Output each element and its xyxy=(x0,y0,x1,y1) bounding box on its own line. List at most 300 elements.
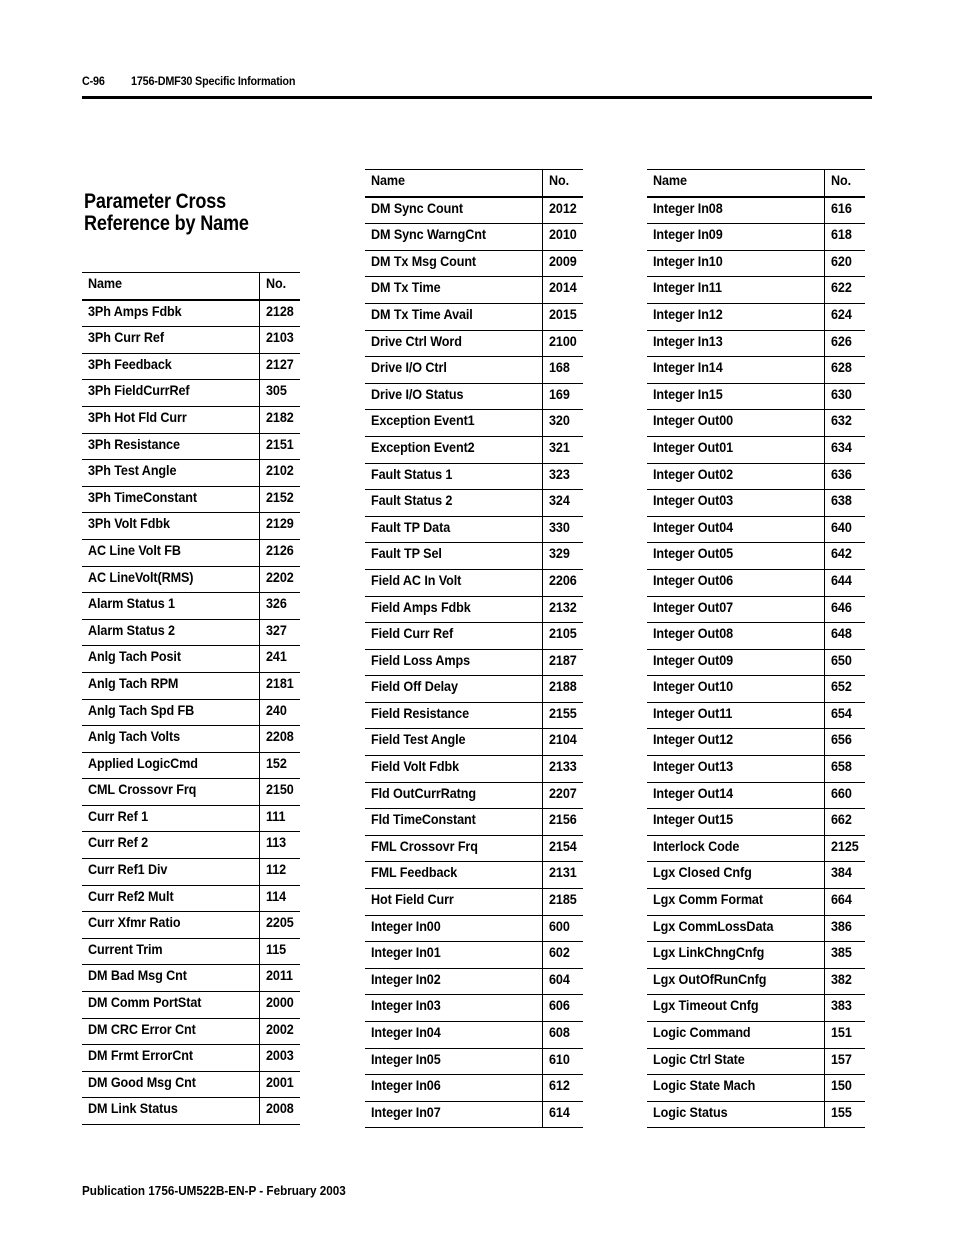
table-row xyxy=(647,756,865,783)
header-rule xyxy=(82,96,872,99)
parameter-number-cell xyxy=(825,756,865,783)
table-row xyxy=(365,250,583,277)
parameter-name-cell xyxy=(82,965,260,992)
parameter-name-cell xyxy=(82,805,260,832)
table-row xyxy=(82,486,300,513)
parameter-name-cell-text: Drive I/O Status xyxy=(371,385,464,402)
parameter-name-cell xyxy=(647,357,825,384)
parameter-name-cell-text: 3Ph Amps Fdbk xyxy=(88,302,182,319)
parameter-name-cell xyxy=(647,995,825,1022)
parameter-number-cell-text: 2181 xyxy=(266,674,294,691)
table-row xyxy=(647,1101,865,1128)
parameter-number-cell xyxy=(543,463,583,490)
parameter-number-cell-text: 610 xyxy=(549,1050,571,1067)
table-row xyxy=(82,1071,300,1098)
table-row xyxy=(82,460,300,487)
parameter-number-cell-text: 602 xyxy=(549,944,571,961)
table-row xyxy=(82,513,300,540)
cross-reference-table-1 xyxy=(82,272,300,1125)
parameter-name-cell xyxy=(82,646,260,673)
parameter-number-cell xyxy=(825,516,865,543)
table-row xyxy=(365,516,583,543)
table-row xyxy=(365,676,583,703)
parameter-name-cell xyxy=(647,835,825,862)
parameter-name-cell-text: Lgx LinkChngCnfg xyxy=(653,944,765,961)
column-header-name xyxy=(365,170,543,197)
parameter-number-cell-text: 2202 xyxy=(266,568,294,585)
parameter-number-cell-text: 2133 xyxy=(549,758,577,775)
parameter-number-cell xyxy=(260,885,300,912)
parameter-name-cell-text: Integer In10 xyxy=(653,252,723,269)
table-row xyxy=(82,832,300,859)
table-row xyxy=(647,676,865,703)
table-row xyxy=(82,566,300,593)
parameter-name-cell xyxy=(365,623,543,650)
parameter-name-cell-text: AC Line Volt FB xyxy=(88,541,181,558)
parameter-name-cell xyxy=(647,1101,825,1128)
table-row xyxy=(647,330,865,357)
parameter-number-cell xyxy=(825,410,865,437)
parameter-name-cell-text: Integer Out15 xyxy=(653,811,734,828)
parameter-name-cell xyxy=(647,463,825,490)
parameter-name-cell xyxy=(365,862,543,889)
parameter-name-cell xyxy=(82,938,260,965)
parameter-name-cell-text: Fault TP Data xyxy=(371,518,451,535)
parameter-name-cell xyxy=(365,782,543,809)
parameter-number-cell xyxy=(825,729,865,756)
parameter-name-cell xyxy=(647,250,825,277)
parameter-number-cell-text: 241 xyxy=(266,648,288,665)
parameter-number-cell xyxy=(825,330,865,357)
parameter-name-cell xyxy=(647,197,825,224)
parameter-name-cell-text: Fld TimeConstant xyxy=(371,811,476,828)
parameter-number-cell-text: 305 xyxy=(266,382,288,399)
parameter-name-cell-text: Alarm Status 1 xyxy=(88,595,175,612)
parameter-name-cell xyxy=(647,756,825,783)
parameter-number-cell xyxy=(825,889,865,916)
parameter-name-cell-text: 3Ph Feedback xyxy=(88,355,172,372)
parameter-name-cell-text: Exception Event2 xyxy=(371,438,475,455)
table-row xyxy=(365,649,583,676)
parameter-number-cell-text: 2015 xyxy=(549,305,577,322)
parameter-name-cell-text: Fault Status 2 xyxy=(371,492,453,509)
parameter-number-cell xyxy=(260,460,300,487)
parameter-number-cell xyxy=(825,463,865,490)
parameter-number-cell xyxy=(543,1075,583,1102)
parameter-name-cell-text: 3Ph FieldCurrRef xyxy=(88,382,190,399)
parameter-name-cell-text: Integer Out08 xyxy=(653,625,734,642)
parameter-number-cell xyxy=(825,623,865,650)
parameter-number-cell-text: 2207 xyxy=(549,784,577,801)
parameter-number-cell-text: 2105 xyxy=(549,625,577,642)
parameter-name-cell-text: Integer Out04 xyxy=(653,518,734,535)
parameter-name-cell xyxy=(647,569,825,596)
parameter-name-cell-text: Anlg Tach RPM xyxy=(88,674,179,691)
column-header-name-text: Name xyxy=(371,172,405,188)
parameter-name-cell xyxy=(82,885,260,912)
parameter-name-cell-text: Integer In15 xyxy=(653,385,723,402)
parameter-name-cell xyxy=(647,330,825,357)
parameter-number-cell-text: 604 xyxy=(549,970,571,987)
parameter-name-cell xyxy=(647,516,825,543)
parameter-number-cell xyxy=(543,490,583,517)
column-header-name xyxy=(647,170,825,197)
parameter-name-cell xyxy=(82,1018,260,1045)
parameter-number-cell xyxy=(260,726,300,753)
parameter-number-cell-text: 2014 xyxy=(549,279,577,296)
parameter-number-cell-text: 656 xyxy=(831,731,853,748)
parameter-name-cell-text: Exception Event1 xyxy=(371,412,475,429)
table-row xyxy=(365,490,583,517)
parameter-name-cell xyxy=(647,303,825,330)
table-row xyxy=(82,380,300,407)
parameter-number-cell xyxy=(825,383,865,410)
parameter-number-cell xyxy=(825,303,865,330)
parameter-name-cell-text: Logic State Mach xyxy=(653,1077,756,1094)
parameter-number-cell xyxy=(825,357,865,384)
parameter-number-cell xyxy=(260,646,300,673)
parameter-number-cell xyxy=(543,809,583,836)
publication-footer: Publication 1756-UM522B-EN-P - February 2003 xyxy=(82,1183,346,1198)
parameter-number-cell xyxy=(543,357,583,384)
parameter-name-cell-text: Field Resistance xyxy=(371,704,470,721)
table-row xyxy=(365,410,583,437)
parameter-number-cell xyxy=(543,1022,583,1049)
parameter-number-cell-text: 2000 xyxy=(266,994,294,1011)
parameter-number-cell-text: 2128 xyxy=(266,302,294,319)
table-row xyxy=(82,1018,300,1045)
parameter-name-cell xyxy=(647,623,825,650)
parameter-name-cell-text: Integer In06 xyxy=(371,1077,441,1094)
parameter-number-cell-text: 329 xyxy=(549,545,571,562)
table-row xyxy=(647,463,865,490)
parameter-name-cell xyxy=(647,729,825,756)
parameter-number-cell xyxy=(825,1101,865,1128)
parameter-name-cell-text: Field Volt Fdbk xyxy=(371,758,460,775)
parameter-number-cell-text: 2125 xyxy=(831,837,859,854)
parameter-name-cell-text: Hot Field Curr xyxy=(371,891,454,908)
parameter-number-cell-text: 169 xyxy=(549,385,571,402)
table-row xyxy=(365,623,583,650)
table-header-row xyxy=(647,170,865,197)
parameter-number-cell-text: 608 xyxy=(549,1024,571,1040)
table-row xyxy=(365,357,583,384)
parameter-name-cell xyxy=(365,649,543,676)
parameter-number-cell xyxy=(260,805,300,832)
parameter-number-cell xyxy=(825,250,865,277)
parameter-name-cell xyxy=(365,277,543,304)
parameter-name-cell-text: Integer Out00 xyxy=(653,412,734,429)
parameter-number-cell-text: 168 xyxy=(549,359,571,376)
table-row xyxy=(647,649,865,676)
table-row xyxy=(647,809,865,836)
parameter-name-cell-text: Interlock Code xyxy=(653,837,740,854)
table-row xyxy=(647,942,865,969)
parameter-name-cell xyxy=(647,1075,825,1102)
parameter-name-cell xyxy=(647,862,825,889)
table-row xyxy=(647,782,865,809)
parameter-number-cell-text: 614 xyxy=(549,1103,571,1120)
parameter-number-cell-text: 2208 xyxy=(266,728,294,745)
table-row xyxy=(365,224,583,251)
parameter-name-cell-text: Current Trim xyxy=(88,940,163,957)
parameter-number-cell-text: 2012 xyxy=(549,199,577,216)
parameter-number-cell xyxy=(543,915,583,942)
parameter-number-cell-text: 385 xyxy=(831,944,853,961)
section-title: Parameter Cross Reference by Name xyxy=(84,190,249,235)
table-row xyxy=(82,327,300,354)
parameter-name-cell-text: 3Ph Curr Ref xyxy=(88,329,164,346)
table-row xyxy=(365,1075,583,1102)
parameter-number-cell-text: 628 xyxy=(831,359,853,376)
parameter-number-cell-text: 2126 xyxy=(266,541,294,558)
parameter-name-cell xyxy=(82,513,260,540)
parameter-name-cell xyxy=(365,410,543,437)
parameter-number-cell xyxy=(260,566,300,593)
table-row xyxy=(82,672,300,699)
parameter-name-cell-text: Integer In09 xyxy=(653,226,723,243)
parameter-number-cell xyxy=(825,224,865,251)
parameter-name-cell-text: DM Good Msg Cnt xyxy=(88,1073,196,1090)
parameter-name-cell-text: 3Ph Volt Fdbk xyxy=(88,515,170,532)
parameter-number-cell-text: 324 xyxy=(549,492,571,509)
parameter-number-cell xyxy=(825,1022,865,1049)
parameter-name-cell-text: Integer Out14 xyxy=(653,784,734,801)
table-row xyxy=(82,938,300,965)
parameter-number-cell-text: 112 xyxy=(266,861,287,878)
parameter-number-cell xyxy=(825,277,865,304)
parameter-number-cell xyxy=(825,676,865,703)
parameter-name-cell-text: Field Curr Ref xyxy=(371,625,454,642)
table-row xyxy=(365,942,583,969)
parameter-name-cell-text: AC LineVolt(RMS) xyxy=(88,568,194,585)
parameter-number-cell xyxy=(825,596,865,623)
parameter-name-cell xyxy=(365,676,543,703)
parameter-number-cell xyxy=(543,330,583,357)
parameter-name-cell xyxy=(647,490,825,517)
table-row xyxy=(82,353,300,380)
parameter-number-cell xyxy=(825,543,865,570)
parameter-name-cell xyxy=(82,1045,260,1072)
table-header-row xyxy=(365,170,583,197)
table-row xyxy=(647,543,865,570)
parameter-number-cell-text: 326 xyxy=(266,595,288,612)
parameter-number-cell-text: 382 xyxy=(831,970,853,987)
parameter-number-cell-text: 2150 xyxy=(266,781,294,798)
table-row xyxy=(647,303,865,330)
table-row xyxy=(647,490,865,517)
table-row xyxy=(647,516,865,543)
parameter-number-cell xyxy=(543,835,583,862)
parameter-number-cell-text: 155 xyxy=(831,1103,853,1120)
parameter-number-cell xyxy=(543,436,583,463)
column-header-name-text: Name xyxy=(653,172,687,188)
parameter-name-cell-text: Integer In08 xyxy=(653,199,723,216)
parameter-number-cell xyxy=(543,303,583,330)
parameter-name-cell-text: Integer Out12 xyxy=(653,731,734,748)
parameter-number-cell-text: 327 xyxy=(266,621,288,638)
table-row xyxy=(365,809,583,836)
parameter-number-cell xyxy=(543,383,583,410)
column-header-number xyxy=(260,273,300,300)
parameter-name-cell xyxy=(82,327,260,354)
table-row xyxy=(82,619,300,646)
parameter-name-cell xyxy=(82,593,260,620)
parameter-number-cell xyxy=(260,752,300,779)
parameter-name-cell-text: Integer In02 xyxy=(371,970,441,987)
parameter-name-cell-text: Alarm Status 2 xyxy=(88,621,175,638)
parameter-name-cell xyxy=(365,516,543,543)
parameter-number-cell xyxy=(260,486,300,513)
parameter-number-cell xyxy=(260,513,300,540)
table-row xyxy=(647,862,865,889)
parameter-name-cell-text: DM Tx Msg Count xyxy=(371,252,477,269)
parameter-number-cell xyxy=(260,1045,300,1072)
table-row xyxy=(647,277,865,304)
parameter-number-cell-text: 660 xyxy=(831,784,853,801)
parameter-name-cell-text: DM CRC Error Cnt xyxy=(88,1020,196,1037)
parameter-name-cell-text: FML Feedback xyxy=(371,864,458,881)
parameter-name-cell-text: Field AC In Volt xyxy=(371,571,462,588)
parameter-number-cell xyxy=(543,862,583,889)
parameter-number-cell-text: 2002 xyxy=(266,1020,294,1037)
parameter-number-cell xyxy=(825,1048,865,1075)
parameter-name-cell-text: Fault TP Sel xyxy=(371,545,442,562)
parameter-number-cell-text: 2206 xyxy=(549,571,577,588)
parameter-name-cell-text: DM Sync WarngCnt xyxy=(371,226,487,243)
parameter-number-cell xyxy=(260,965,300,992)
parameter-name-cell xyxy=(365,303,543,330)
parameter-number-cell-text: 634 xyxy=(831,438,853,455)
column-header-number xyxy=(825,170,865,197)
table-row xyxy=(647,1022,865,1049)
parameter-name-cell xyxy=(365,436,543,463)
table-row xyxy=(647,250,865,277)
parameter-name-cell xyxy=(82,1071,260,1098)
parameter-name-cell xyxy=(365,383,543,410)
table-row xyxy=(82,1045,300,1072)
parameter-name-cell-text: Integer Out03 xyxy=(653,492,734,509)
parameter-number-cell-text: 612 xyxy=(549,1077,571,1094)
parameter-number-cell xyxy=(260,672,300,699)
parameter-number-cell-text: 2152 xyxy=(266,488,294,505)
table-row xyxy=(82,992,300,1019)
parameter-name-cell-text: Applied LogicCmd xyxy=(88,754,198,771)
parameter-number-cell xyxy=(825,702,865,729)
parameter-number-cell-text: 2127 xyxy=(266,355,294,372)
parameter-number-cell xyxy=(260,327,300,354)
table-row xyxy=(365,702,583,729)
parameter-name-cell xyxy=(647,410,825,437)
parameter-number-cell-text: 2102 xyxy=(266,462,294,479)
table-row xyxy=(647,197,865,224)
parameter-name-cell-text: Curr Xfmr Ratio xyxy=(88,914,181,931)
parameter-name-cell-text: DM Comm PortStat xyxy=(88,994,202,1011)
parameter-number-cell xyxy=(543,729,583,756)
parameter-number-cell-text: 384 xyxy=(831,864,853,881)
parameter-name-cell xyxy=(82,752,260,779)
parameter-number-cell-text: 2009 xyxy=(549,252,577,269)
parameter-number-cell xyxy=(543,889,583,916)
table-row xyxy=(647,702,865,729)
parameter-name-cell xyxy=(365,569,543,596)
parameter-number-cell-text: 2100 xyxy=(549,332,577,349)
parameter-name-cell xyxy=(365,942,543,969)
parameter-number-cell xyxy=(543,623,583,650)
parameter-number-cell-text: 111 xyxy=(266,807,286,824)
parameter-number-cell-text: 114 xyxy=(266,887,287,904)
parameter-number-cell xyxy=(260,779,300,806)
parameter-number-cell-text: 2154 xyxy=(549,837,577,854)
parameter-number-cell xyxy=(260,433,300,460)
table-row xyxy=(647,729,865,756)
parameter-number-cell-text: 152 xyxy=(266,754,288,771)
parameter-number-cell xyxy=(543,197,583,224)
parameter-name-cell-text: Lgx Closed Cnfg xyxy=(653,864,752,881)
parameter-name-cell xyxy=(82,539,260,566)
table-row xyxy=(647,1048,865,1075)
parameter-number-cell-text: 2155 xyxy=(549,704,577,721)
parameter-number-cell-text: 113 xyxy=(266,834,287,851)
parameter-name-cell-text: Integer Out01 xyxy=(653,438,734,455)
parameter-name-cell xyxy=(365,1075,543,1102)
parameter-name-cell xyxy=(647,596,825,623)
parameter-name-cell xyxy=(365,357,543,384)
parameter-name-cell-text: Drive Ctrl Word xyxy=(371,332,462,349)
parameter-name-cell xyxy=(647,702,825,729)
parameter-name-cell xyxy=(365,330,543,357)
table-row xyxy=(365,782,583,809)
parameter-name-cell-text: DM Tx Time Avail xyxy=(371,305,473,322)
parameter-name-cell-text: Integer In11 xyxy=(653,279,722,296)
parameter-name-cell xyxy=(82,1098,260,1125)
table-row xyxy=(365,303,583,330)
table-row xyxy=(82,965,300,992)
table-row xyxy=(647,410,865,437)
parameter-name-cell xyxy=(365,729,543,756)
parameter-number-cell-text: 2010 xyxy=(549,226,577,243)
parameter-name-cell-text: Field Loss Amps xyxy=(371,651,471,668)
parameter-number-cell-text: 650 xyxy=(831,651,853,668)
parameter-number-cell xyxy=(260,938,300,965)
table-row xyxy=(647,436,865,463)
parameter-number-cell xyxy=(543,224,583,251)
parameter-name-cell xyxy=(82,353,260,380)
parameter-name-cell-text: Lgx Comm Format xyxy=(653,891,763,908)
parameter-number-cell-text: 600 xyxy=(549,917,571,934)
parameter-name-cell-text: Logic Command xyxy=(653,1024,751,1040)
parameter-number-cell xyxy=(825,569,865,596)
parameter-number-cell-text: 386 xyxy=(831,917,853,934)
parameter-number-cell-text: 115 xyxy=(266,940,287,957)
parameter-name-cell-text: Integer Out11 xyxy=(653,704,733,721)
table-row xyxy=(82,539,300,566)
parameter-name-cell xyxy=(647,942,825,969)
parameter-name-cell-text: Integer In14 xyxy=(653,359,723,376)
parameter-name-cell xyxy=(365,1101,543,1128)
table-row xyxy=(82,699,300,726)
cross-reference-table-2 xyxy=(365,169,583,1128)
table-row xyxy=(82,593,300,620)
table-row xyxy=(647,889,865,916)
column-header-number xyxy=(543,170,583,197)
table-row xyxy=(647,968,865,995)
parameter-number-cell-text: 654 xyxy=(831,704,853,721)
parameter-number-cell xyxy=(825,995,865,1022)
parameter-number-cell-text: 636 xyxy=(831,465,853,482)
parameter-number-cell-text: 320 xyxy=(549,412,571,429)
parameter-number-cell-text: 616 xyxy=(831,199,853,216)
